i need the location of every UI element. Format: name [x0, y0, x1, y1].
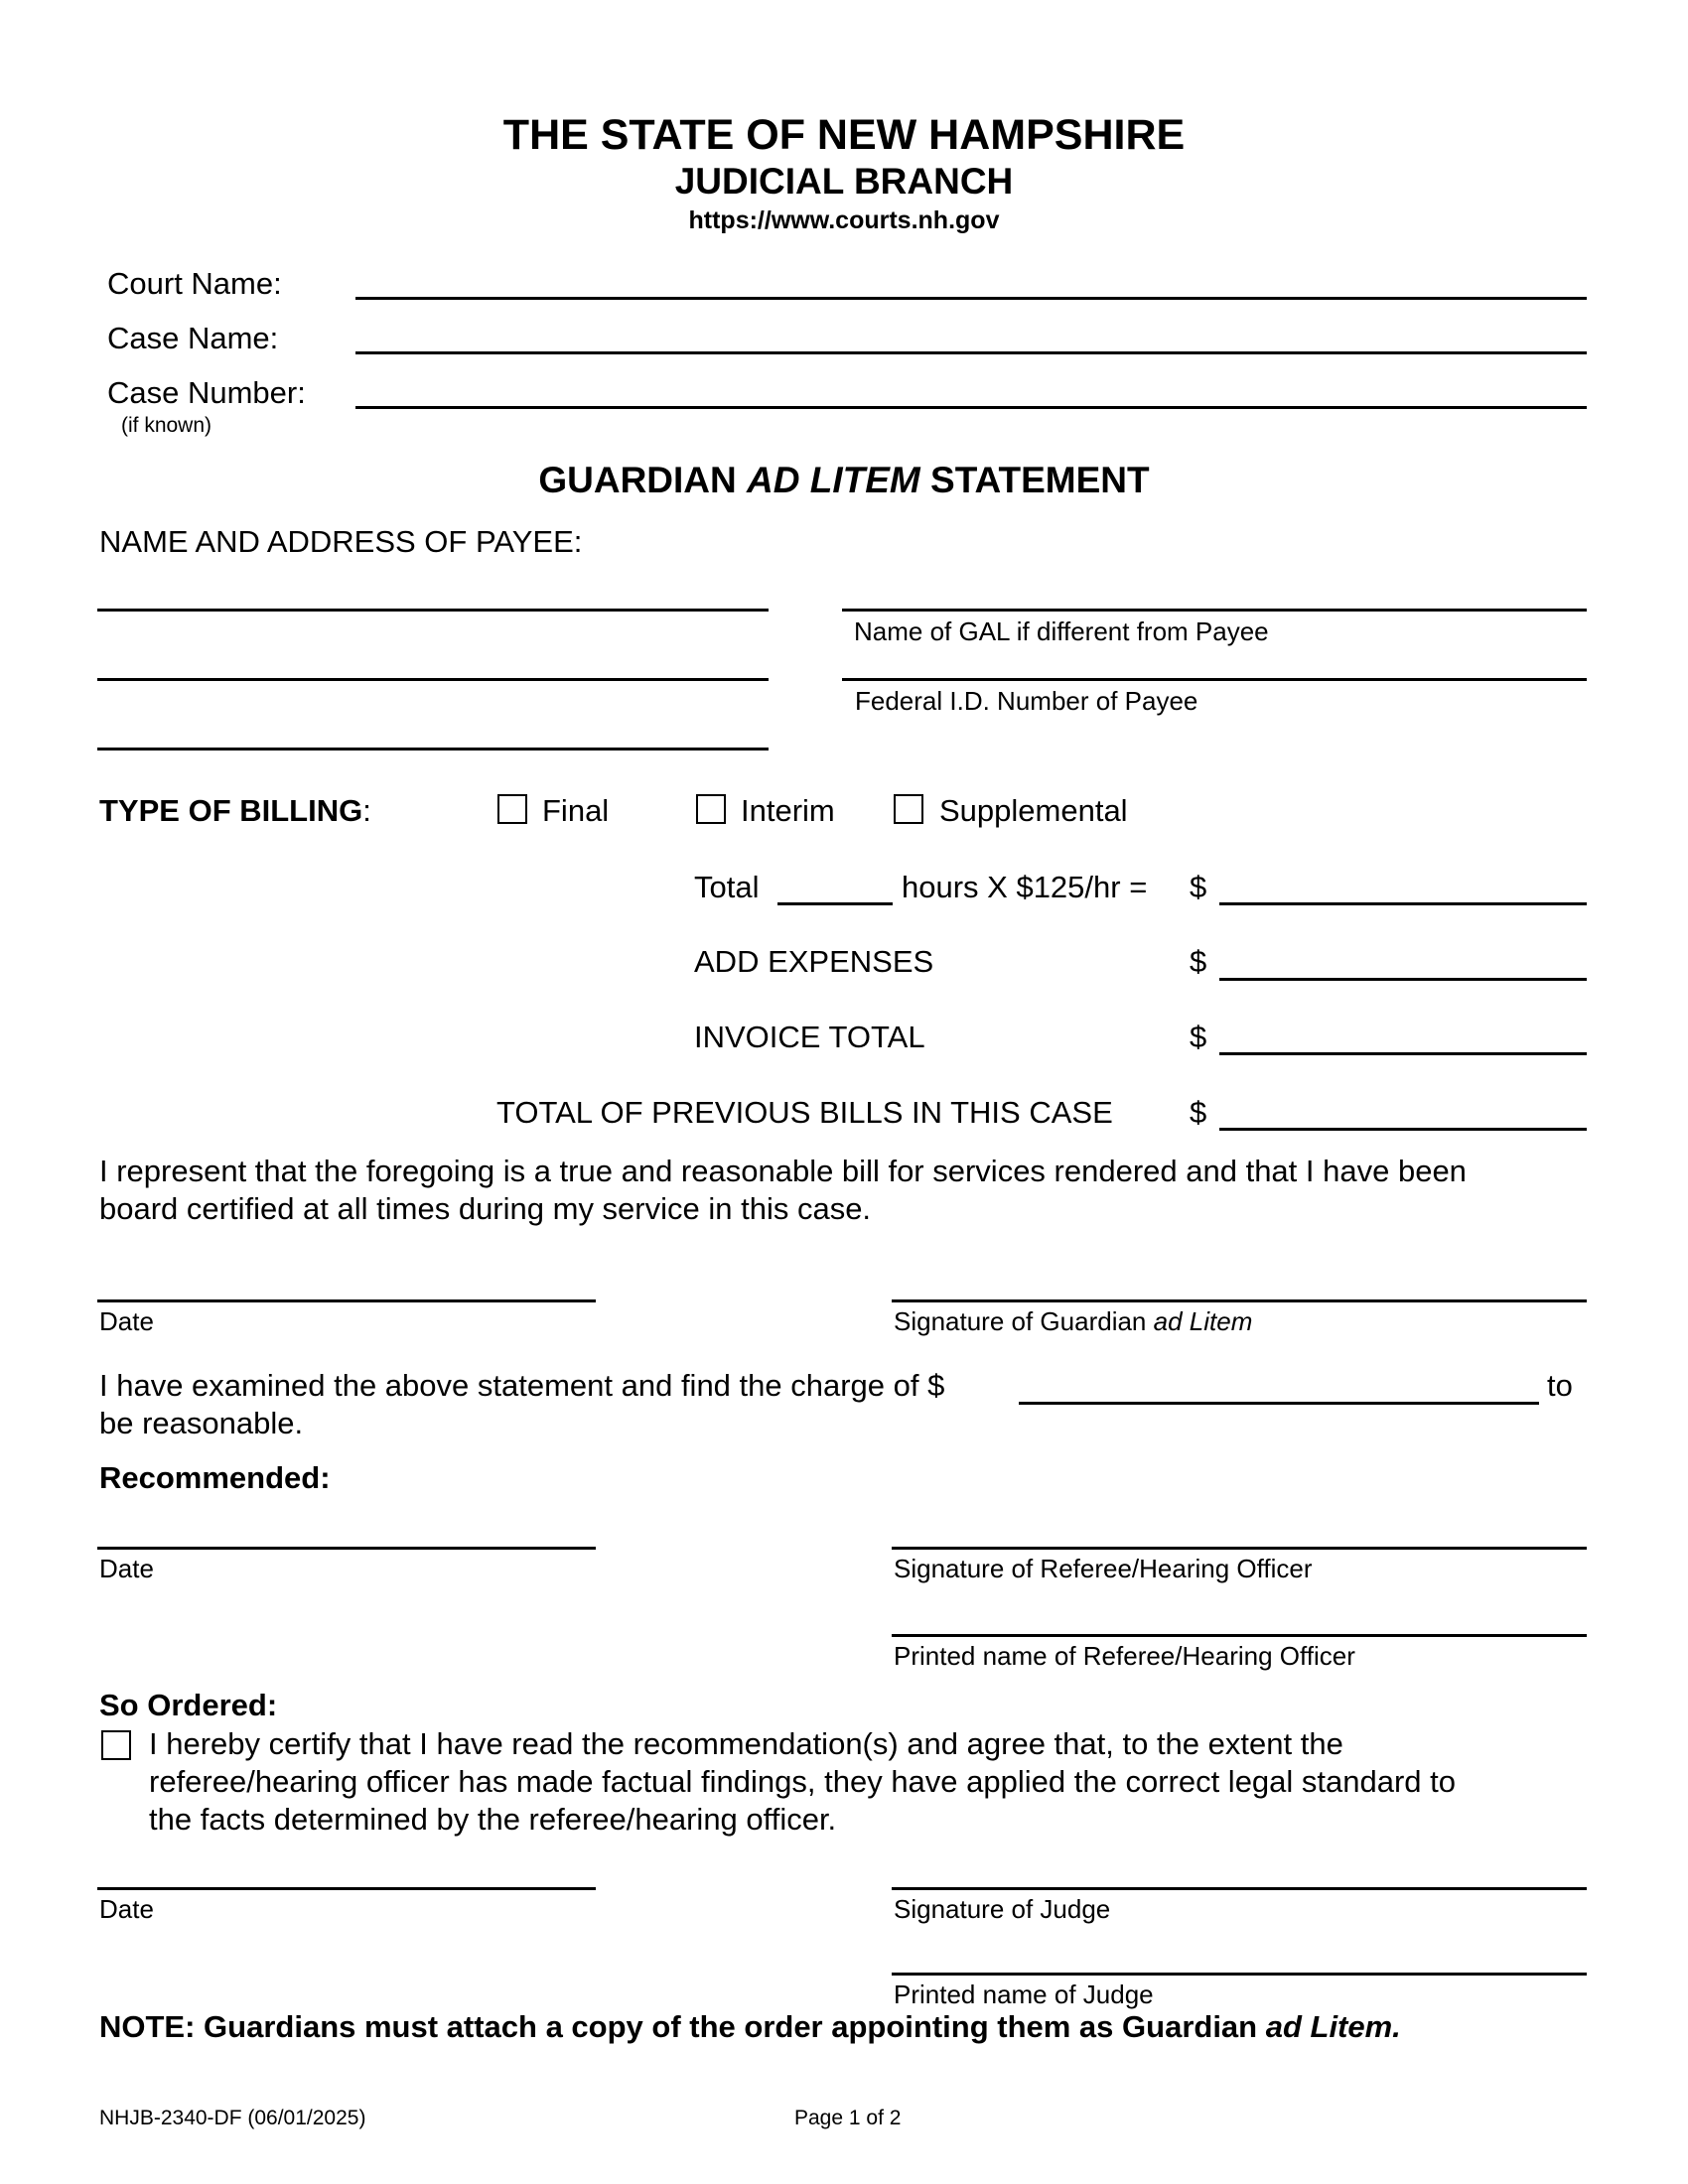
dollar-sign: $	[1190, 870, 1207, 904]
judge-printed-name-caption: Printed name of Judge	[894, 1979, 1154, 2009]
certification-text: I hereby certify that I have read the recommendation(s) and agree that, to the extent the referee/hearing officer has made factual findings, they have applied the correct legal standard to the facts determined by the referee/hearing officer.	[149, 1726, 1457, 1837]
representation-text: I represent that the foregoing is a true and reasonable bill for services rendered and that I have been board certified at all times during my service in this case.	[99, 1154, 1467, 1226]
total-label: Total	[694, 870, 760, 904]
form-id: NHJB-2340-DF (06/01/2025)	[99, 2107, 366, 2129]
judge-printed-name-field[interactable]	[892, 1973, 1587, 1976]
billing-type-label: TYPE OF BILLING:	[99, 793, 371, 828]
referee-signature-field[interactable]	[892, 1547, 1587, 1550]
gal-date-caption: Date	[99, 1306, 154, 1336]
final-label: Final	[542, 793, 610, 828]
add-expenses-label: ADD EXPENSES	[694, 944, 934, 979]
federal-id-field[interactable]	[842, 678, 1587, 681]
previous-bills-label: TOTAL OF PREVIOUS BILLS IN THIS CASE	[496, 1095, 1113, 1130]
hours-amount-field[interactable]	[1219, 902, 1587, 905]
gal-signature-field[interactable]	[892, 1299, 1587, 1302]
referee-signature-caption: Signature of Referee/Hearing Officer	[894, 1554, 1313, 1583]
so-ordered-heading: So Ordered:	[99, 1688, 278, 1722]
supplemental-label: Supplemental	[939, 793, 1128, 828]
examination-text-2: be reasonable.	[99, 1406, 304, 1440]
case-name-field[interactable]	[355, 351, 1587, 354]
attachment-note: NOTE: Guardians must attach a copy of the order appointing them as Guardian ad Litem.	[99, 2009, 1401, 2044]
interim-label: Interim	[741, 793, 835, 828]
final-checkbox[interactable]	[497, 794, 527, 824]
hours-rate-text: hours X $125/hr =	[902, 870, 1148, 904]
page-number: Page 1 of 2	[794, 2107, 902, 2129]
certify-checkbox[interactable]	[101, 1730, 131, 1760]
branch-heading: JUDICIAL BRANCH	[674, 161, 1014, 202]
invoice-total-label: INVOICE TOTAL	[694, 1020, 925, 1054]
state-heading: THE STATE OF NEW HAMPSHIRE	[502, 111, 1186, 159]
gal-date-field[interactable]	[97, 1299, 596, 1302]
dollar-sign: $	[1190, 1020, 1207, 1054]
payee-heading: NAME AND ADDRESS OF PAYEE:	[99, 524, 583, 559]
dollar-sign: $	[1190, 944, 1207, 979]
referee-date-caption: Date	[99, 1554, 154, 1583]
dollar-sign: $	[1190, 1095, 1207, 1130]
case-number-label: Case Number:	[107, 375, 306, 410]
federal-id-caption: Federal I.D. Number of Payee	[855, 686, 1198, 716]
invoice-total-field[interactable]	[1219, 1052, 1587, 1055]
examination-to: to	[1547, 1368, 1573, 1403]
judge-date-caption: Date	[99, 1894, 154, 1924]
referee-date-field[interactable]	[97, 1547, 596, 1550]
case-name-label: Case Name:	[107, 321, 279, 355]
total-hours-field[interactable]	[777, 902, 893, 905]
court-url: https://www.courts.nh.gov	[688, 206, 1000, 234]
recommended-heading: Recommended:	[99, 1460, 331, 1495]
case-number-field[interactable]	[355, 406, 1587, 409]
judge-signature-field[interactable]	[892, 1887, 1587, 1890]
expenses-amount-field[interactable]	[1219, 978, 1587, 981]
gal-name-caption: Name of GAL if different from Payee	[854, 616, 1269, 646]
previous-bills-field[interactable]	[1219, 1128, 1587, 1131]
charge-amount-field[interactable]	[1019, 1402, 1539, 1405]
referee-printed-name-caption: Printed name of Referee/Hearing Officer	[894, 1641, 1355, 1671]
gal-signature-caption: Signature of Guardian ad Litem	[894, 1306, 1253, 1336]
court-name-label: Court Name:	[107, 266, 282, 301]
interim-checkbox[interactable]	[696, 794, 726, 824]
judge-signature-caption: Signature of Judge	[894, 1894, 1111, 1924]
payee-address-line-3[interactable]	[97, 748, 769, 751]
judge-date-field[interactable]	[97, 1887, 596, 1890]
supplemental-checkbox[interactable]	[894, 794, 923, 824]
case-number-note: (if known)	[121, 414, 212, 437]
court-name-field[interactable]	[355, 297, 1587, 300]
payee-address-line-1[interactable]	[97, 609, 769, 612]
referee-printed-name-field[interactable]	[892, 1634, 1587, 1637]
gal-name-field[interactable]	[842, 609, 1587, 612]
examination-text-1: I have examined the above statement and find the charge of $	[99, 1368, 945, 1403]
payee-address-line-2[interactable]	[97, 678, 769, 681]
form-title: GUARDIAN AD LITEM STATEMENT	[538, 460, 1150, 500]
